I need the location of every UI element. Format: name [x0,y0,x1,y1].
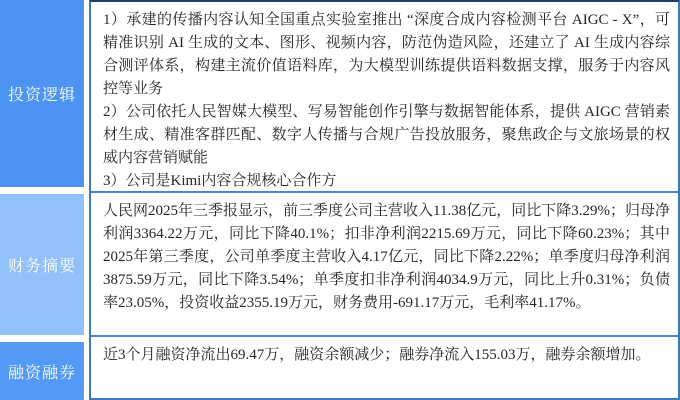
paragraph: 2）公司依托人民智媒大模型、写易智能创作引擎与数据智能体系，提供 AIGC 营销素材生成、精准客群匹配、数字人传播与合规广告投放服务，聚焦政企与文旅场景的权威内容营销赋能 [103,104,670,166]
row-header-financial-summary [0,194,84,335]
row-header-margin-trading [0,342,84,400]
row-divider-gap [0,187,84,194]
row-header-label: 投资逻辑 [7,87,76,104]
paragraph: 3）公司是Kimi内容合规核心合作方 [103,173,337,189]
section-investment-logic [91,2,678,191]
section-financial-summary [91,191,678,335]
paragraph: 1）承建的传播内容认知全国重点实验室推出 “深度合成内容检测平台 AIGC - X”，可精准识别 AI 生成的文本、图形、视频内容，防范伪造风险，还建立了 AI 生成内容综合测评体系，构建主流价值语料库，为大模型训练提供语料数据支撑，服务于内容风控等业务 [103,12,670,97]
paragraph: 人民网2025年三季报显示，前三季度公司主营收入11.38亿元，同比下降3.29%；归母净利润3364.22万元，同比下降40.1%；扣非净利润2215.69万元，同比下降60.23%；其中2025年第三季度，公司单季度主营收入4.17亿元，同比下降2.22%；单季度归母净利润3875.59万元，同比下降3.54%；单季度扣非净利润4034.9万元，同比上升0.31%；负债率23.05%，投资收益2355.19万元，财务费用-691.17万元，毛利率41.17%。 [103,203,670,311]
row-divider-gap [0,335,84,342]
row-header-label: 融资融券 [7,364,76,382]
content-panel [89,0,680,400]
row-header-label: 财务摘要 [7,258,76,275]
row-header-investment-logic [0,0,84,187]
paragraph: 近3个月融资净流出69.47万，融资余额减少；融券净流入155.03万，融券余额增加。 [103,347,651,363]
section-margin-trading [91,335,678,398]
row-label-column [0,0,84,400]
